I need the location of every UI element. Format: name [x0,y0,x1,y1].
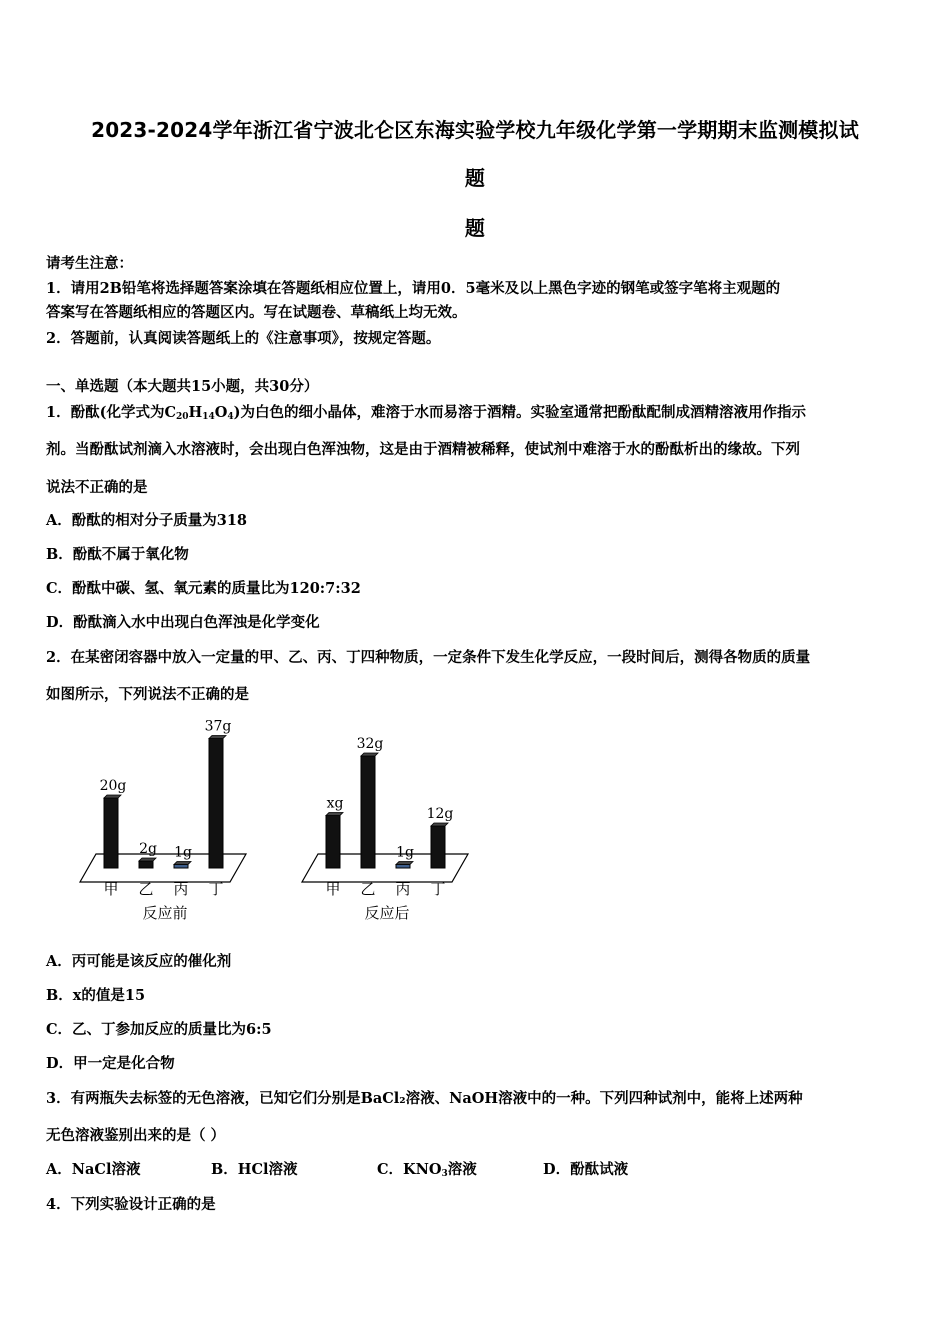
bar-after-1 [326,816,340,869]
document-title-repeat: 题 [464,216,486,240]
category-label: 乙 [360,880,376,898]
q1-stem-line3: 说法不正确的是 [46,479,148,496]
bar-after-4 [431,826,445,868]
bar-cap [104,795,121,798]
bar-value-label: 12g [426,806,454,822]
bar-cap [396,862,413,865]
q3-option-b: B．HCl溶液 [211,1161,298,1178]
chart-after-reaction [302,736,468,922]
q2-option-c: C．乙、丁参加反应的质量比为6:5 [46,1021,272,1038]
bar-value-label: 20g [99,778,127,794]
category-label: 丁 [430,880,446,898]
bar-cap [209,736,226,739]
bar-before-3 [174,865,188,869]
bar-value-label: 32g [356,736,384,752]
q3-option-c: C．$KNO_3$溶液 [377,1161,477,1179]
bar-value-label: 37g [204,720,232,735]
category-label: 甲 [325,880,341,898]
bar-cap [361,753,378,756]
category-label: 丙 [395,880,411,898]
category-label: 丁 [208,880,224,898]
bar-before-4 [209,739,223,869]
q2-stem-line1: 2．在某密闭容器中放入一定量的甲、乙、丙、丁四种物质，一定条件下发生化学反应，一段时间后，测得各物质的质量 [46,649,811,666]
bar-value-label: 2g [139,841,157,857]
q4-stem: 4．下列实验设计正确的是 [46,1196,216,1213]
bar-cap [326,813,343,816]
bar-cap [174,862,191,865]
chart-before-reaction [80,720,246,922]
q1-option-a: A．酚酞的相对分子质量为318 [46,512,248,529]
mass-bar-charts [70,720,490,930]
chart-title: 反应后 [364,904,410,922]
q3-stem-line2: 无色溶液鉴别出来的是（ ） [46,1127,226,1144]
bar-value-label: 1g [396,844,414,861]
q1-option-b: B．酚酞不属于氧化物 [46,546,189,563]
q3-options-row [46,1158,628,1179]
bar-value-label: xg [326,795,344,812]
q2-option-b: B．x的值是15 [46,987,146,1004]
bar-after-3 [396,865,410,869]
chart-title: 反应前 [142,904,188,922]
q2-stem-line2: 如图所示，下列说法不正确的是 [46,686,249,703]
q2-option-a: A．丙可能是该反应的催化剂 [46,953,232,970]
document-title: 2023-2024学年浙江省宁波北仑区东海实验学校九年级化学第一学期期末监测模拟试 [91,118,859,142]
bar-cap [139,858,156,861]
category-label: 乙 [138,880,154,898]
category-label: 甲 [103,880,119,898]
notice-item-2: 2．答题前，认真阅读答题纸上的《注意事项》，按规定答题。 [46,330,441,347]
document-title-continuation: 题 [464,166,486,190]
notice-item-1: 1．请用2B铅笔将选择题答案涂填在答题纸相应位置上，请用0．5毫米及以上黑色字迹的钢笔或签字笔将主观题的 [46,280,781,297]
bar-value-label: 1g [174,844,192,861]
notice-item-1-continued: 答案写在答题纸相应的答题区内。写在试题卷、草稿纸上均无效。 [46,304,467,321]
bar-before-2 [139,861,153,868]
bar-after-2 [361,756,375,868]
q1-option-d: D．酚酞滴入水中出现白色浑浊是化学变化 [46,614,320,631]
q1-option-c: C．酚酞中碳、氢、氧元素的质量比为120:7:32 [46,580,361,597]
q3-option-a: A．NaCl溶液 [46,1161,141,1178]
q1-stem-line1: 1．酚酞(化学式为$C_{20}H_{14}O_4$)为白色的细小晶体，难溶于水而易溶于酒精。实验室通常把酚酞配制成酒精溶液用作指示 [46,404,807,422]
notice-heading: 请考生注意： [46,255,133,272]
bar-cap [431,823,448,826]
q2-option-d: D．甲一定是化合物 [46,1055,175,1072]
q1-stem-line2: 剂。当酚酞试剂滴入水溶液时，会出现白色浑浊物，这是由于酒精被稀释，使试剂中难溶于水的酚酞析出的缘故。下列 [46,441,800,458]
section-heading: 一、单选题（本大题共15小题，共30分） [46,378,319,395]
bar-before-1 [104,798,118,868]
q3-option-d: D．酚酞试液 [543,1161,629,1178]
category-label: 丙 [173,880,189,898]
q3-stem-line1: 3．有两瓶失去标签的无色溶液，已知它们分别是BaCl₂溶液、NaOH溶液中的一种。下列四种试剂中，能将上述两种 [46,1090,803,1107]
